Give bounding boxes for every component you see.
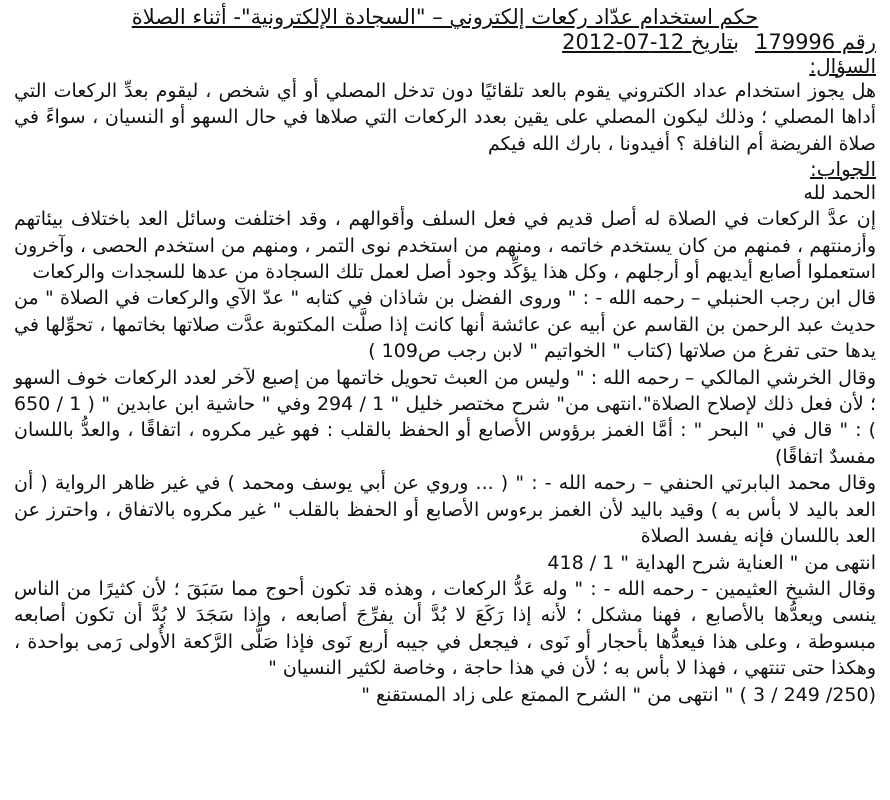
question-text: هل يجوز استخدام عداد الكتروني يقوم بالعد تلقائيًا دون تدخل المصلي أو أي شخص ، ليقوم بعدِّ الركعات التي أداها المصلي ؛ وذلك ليكون المصلي على يقين بعدد الركعات التي صلاها في حال السهو أو النسيان ، سواءً في صلاة الفريضة أم النافلة ؟ أفيدونا ، بارك الله فيكم — [14, 80, 876, 155]
page-title: حكم استخدام عدّاد ركعات إلكتروني – "السجادة الإلكترونية"- أثناء الصلاة — [131, 5, 759, 29]
answer-citation-inaya: انتهى من " العناية شرح الهداية " 1 / 418 — [547, 551, 876, 574]
answer-paragraph-2: قال ابن رجب الحنبلي – رحمه الله - : " وروى الفضل بن شاذان في كتابه " عدّ الآي والركعات في الصلاة " من حديث عبد الرحمن بن القاسم عن أبيه عن عائشة أنها كانت إذا صلَّت المكتوبة عدَّت صلاتها بخاتمها ، تحوِّلها في يدها حتى تفرغ من صلاتها (كتاب " الخواتيم " لابن رجب ص109 ) — [14, 287, 876, 363]
answer-paragraph-3: وقال الخرشي المالكي – رحمه الله : " وليس من العبث تحويل خاتمها من إصبع لآخر لعدد الركعات خوف السهو ؛ لأن فعل ذلك لإصلاح الصلاة".انتهى من" شرح مختصر خليل " 1 / 294 وفي " حاشية ابن عابدين " ( 1 / 650 ) : " قال في " البحر " : أمَّا الغمز برؤوس الأصابع أو الحفظ بالقلب : فهو غير مكروه ، اتفاقًا ، والعدُّ باللسان مفسدٌ اتفاقًا) — [14, 366, 877, 468]
answer-paragraph-4: وقال محمد البابرتي الحنفي – رحمه الله - : " ( ... وروي عن أبي يوسف ومحمد ) في غير ظاهر الرواية ( أن العد باليد لا بأس به ) وقيد باليد لأن الغمز برءوس الأصابع أو الحفظ بالقلب " غير مكروه بالاتفاق ، واحترز عن العد باللسان فإنه يفسد الصلاة — [14, 472, 876, 548]
fatwa-date: بتاريخ 12-07-2012 — [562, 30, 739, 54]
answer-citation-mumti: (250/ 249 / 3 ) " انتهى من " الشرح الممتع على زاد المستقنع " — [361, 683, 876, 706]
answer-paragraph-5: وقال الشيخ العثيمين - رحمه الله - : " وله عَدُّ الركعات ، وهذه قد تكون أحوج مما سَبَقَ ؛ لأن كثيرًا من الناس ينسى ويعدُّها بالأصابع ، فهنا مشكل ؛ لأنه إذا رَكَعَ لا بُدَّ أن يفرِّجَ أصابعه ، وإذا سَجَدَ لا بُدَّ أن تكون أصابعه مبسوطة ، وعلى هذا فيعدُّها بأحجار أو نَوى ، فيجعل في جيبه أربع نَوى فإذا صَلَّى الرَّكعة الأُولى رَمى بواحدة ، وهكذا حتى تنتهي ، فهذا لا بأس به ؛ لأن في هذا حاجة ، وخاصة لكثير النسيان " — [14, 577, 876, 680]
fatwa-number: رقم 179996 — [754, 30, 876, 54]
question-label: السؤال: — [809, 54, 876, 78]
fatwa-meta — [14, 30, 876, 54]
answer-paragraph-1: إن عدَّ الركعات في الصلاة له أصل قديم في فعل السلف وأقوالهم ، وقد اختلفت وسائل العد باختلاف بيئاتهم وأزمنتهم ، فمنهم من كان يستخدم خاتمه ، ومنهم من استخدم نوى التمر ، ومنهم من استخدم الحصى ، وآخرون استعملوا أصابع أيديهم أو أرجلهم ، وكل هذا يؤكِّد وجود أصل لعمل تلك السجادة من عدها للسجدات والركعات — [14, 208, 876, 284]
praise-line: الحمد لله — [803, 182, 876, 205]
answer-label: الجواب: — [809, 157, 876, 182]
